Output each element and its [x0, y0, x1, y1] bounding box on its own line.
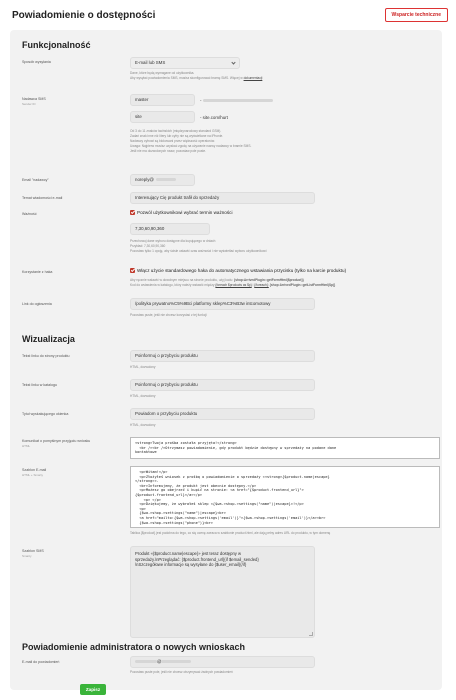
sms-template-line-1: sprzedaży.\nPrzeglądać: {$product.frontend_url}{if $email_sended} — [135, 556, 259, 562]
popup-title-input[interactable]: Powiadom o przybyciu produktu — [130, 408, 315, 420]
catalog-link-label: Tekst linku w katalogu — [22, 383, 57, 387]
sms-template-label-text: Szablon SMS — [22, 549, 44, 553]
sms-sender-label — [22, 97, 46, 106]
validity-label: Ważność — [22, 212, 37, 216]
send-method-help2-text: Aby wysyłać powiadomienia SMS, musisz skonfigurować bramę SMS. Więcej w — [130, 76, 243, 80]
email-subject-label: Temat wiadomości e-mail — [22, 196, 63, 200]
validity-help-1: Przykład: 7,30,60,90,360 — [130, 244, 166, 248]
validity-help-0: Przechowuj dane wyboru dostępne dla kupującego w dniach — [130, 239, 216, 243]
sms-template-sublabel: Smarty — [22, 553, 32, 558]
email-template-sublabel: HTML + Smarty — [22, 472, 43, 477]
redacted-email — [135, 660, 157, 663]
catalog-link-input[interactable]: Poinformuj o przybyciu produktu — [130, 379, 315, 391]
sms-sender-help-0: Od 3 do 11 znaków łacińskich (międzynarodowy standard GSM). — [130, 129, 222, 133]
sms-sender-help-1: Zadań znak inne niż litery lub cyfry nie są wyświetlane na iPhonie. — [130, 134, 224, 138]
send-method-help1: Dane, które będą wymagane od użytkownika. — [130, 71, 195, 75]
hook-help2-mid: i — [252, 283, 254, 287]
policy-link-label: Link do ogłoszenia — [22, 302, 52, 306]
validity-checkbox-label: Pozwól użytkownikowi wybrać termin ważności — [137, 210, 233, 215]
documentation-link[interactable]: dokumentacji — [243, 76, 263, 80]
hook-checkbox-label: Włącz użycie standardowego haka do automatycznego wstawiania przycisku (tylko na karcie produktu) — [137, 268, 347, 273]
email-template-label — [22, 468, 46, 477]
visualization-heading: Wizualizacja — [22, 334, 75, 344]
admin-notify-heading: Powiadomienie administratora o nowych wnioskach — [22, 642, 246, 652]
hook-help2-code1: {foreach $products as $p} — [215, 283, 252, 287]
redacted-domain — [161, 660, 191, 663]
admin-email-value: @ — [157, 659, 162, 664]
success-message-editor[interactable]: <strong>Twoja prośba została przyjęta!</strong> <br /><br />Otrzymasz powiadomienie, gdy produkt będzie dostępny w sprzedaży na podane dane kontaktowe — [130, 437, 440, 459]
admin-email-input[interactable] — [130, 656, 315, 668]
sms-sender-label-text: Nadawca SMS — [22, 97, 46, 101]
sms-sender-help-2: Nadawcy cyfrowi są blokowani przez większość operatorów. — [130, 139, 215, 143]
hook-help2-text: Kod do wstawienia w katalogu, który należy wstawić między — [130, 283, 215, 287]
popup-title-help: HTML, dozwolony — [130, 423, 156, 427]
hook-help2-code2: {/foreach}: — [254, 283, 269, 287]
send-method-select[interactable] — [130, 57, 240, 69]
success-message-label — [22, 439, 90, 448]
functionality-heading: Funkcjonalność — [22, 40, 91, 50]
hook-help1 — [130, 278, 304, 283]
send-method-help2 — [130, 76, 262, 81]
sms-sender-input-2[interactable]: site — [130, 111, 195, 123]
sms-template-label — [22, 549, 44, 558]
hook-checkbox[interactable] — [130, 268, 346, 273]
sms-sender-input-1[interactable]: master — [130, 94, 195, 106]
popup-title-label: Tytuł wyskakującego okienka — [22, 412, 69, 416]
sender-email-value: noreply@ — [135, 177, 154, 182]
product-link-label: Tekst linku do strony produktu — [22, 354, 70, 358]
checkbox-checked-icon — [130, 268, 135, 273]
hook-help2 — [130, 283, 335, 288]
success-message-sublabel: HTML — [22, 443, 31, 448]
sms-template-line-0: Produkt «{$product.name|escape}» jest teraz dostępny w — [135, 551, 242, 556]
validity-checkbox[interactable] — [130, 210, 232, 215]
sms-sender-suffix-1: - — [200, 98, 273, 103]
redacted-email — [156, 178, 176, 181]
admin-email-label: E-mail do powiadomień — [22, 660, 60, 664]
hook-help1-code: {shop:ArrivedPlugin::getFormHtml($product)} — [234, 278, 304, 282]
email-template-label-text: Szablon E-mail — [22, 468, 47, 472]
email-template-help: Tablica {$product} jest podobna do tego, co się ocenę zwraca w szablonie product.html, ale dają pełny adres URL do produktu, w tym domenę — [130, 531, 331, 535]
resize-handle-icon[interactable] — [309, 632, 313, 636]
hook-help1-text: Aby ręcznie wstawić w dowolnym miejscu na stronie produktu, użyj kodu: — [130, 278, 234, 282]
hook-help2-code3: {shop:ArrivedPlugin::getListFormHtml($p)} — [269, 283, 336, 287]
policy-link-help: Pozostaw puste, jeśli nie chcesz korzystać z tej funkcji — [130, 313, 207, 317]
validity-input[interactable]: 7,30,60,90,360 — [130, 223, 210, 235]
product-link-input[interactable]: Poinformuj o przybyciu produktu — [130, 350, 315, 362]
catalog-link-help: HTML, dozwolony — [130, 394, 156, 398]
sms-template-textarea[interactable] — [130, 546, 315, 638]
checkbox-checked-icon — [130, 210, 135, 215]
sms-sender-help-4: Jeśli nie ma dozwolonych nazw, pozostaw pole puste. — [130, 149, 207, 153]
policy-link-input[interactable]: /polityka prywatno%C5%9Bci platformy sklep%C3%B3w intcomotowy — [130, 298, 315, 310]
chevron-down-icon — [231, 60, 235, 64]
sms-sender-help-3: Uwaga: Najpierw musisz uzyskać zgodę na używanie nazwy nadawcy w bramie SMS. — [130, 144, 252, 148]
page-title: Powiadomienie o dostępności — [12, 10, 156, 21]
send-method-label: Sposób wysyłania — [22, 60, 51, 64]
redacted-domain — [203, 99, 273, 102]
admin-email-help: Pozostaw puste pole, jeśli nie chcesz otrzymywać żadnych powiadomień — [130, 670, 233, 674]
sms-sender-suffix-2: - site.com/hurt — [200, 115, 228, 120]
hook-label: Korzystanie z haka — [22, 270, 53, 274]
support-button[interactable]: Wsparcie techniczne — [385, 8, 448, 22]
save-button[interactable]: Zapisz — [80, 684, 106, 695]
product-link-help: HTML, dozwolony — [130, 365, 156, 369]
sms-template-line-2: \nSzczegółowe informacje są wysyłane do {$user_email}{/if} — [135, 562, 247, 568]
sms-sender-sublabel: Sender ID — [22, 101, 36, 106]
email-subject-input[interactable]: Interesujący Cię produkt trafił do sprzedaży — [130, 192, 315, 204]
sender-email-label: Email "nadawcy" — [22, 178, 49, 182]
sender-email-input[interactable] — [130, 174, 195, 186]
validity-help-2: Pozostaw tylko 1 opcję, aby ścisle ustawić czas ważności i nie wyświetlać wyboru użytkownikowi — [130, 249, 267, 253]
email-template-editor[interactable]: <p>Witam!</p> <p>Złożyłeś wniosek z prośbą o powiadomienie o sprzedaży «<strong>{$product.name|escape} </strong>». <br>Informujemy, że produkt jest obecnie dostępny.</p> <p>Możesz go obejrzeć i kupić na stronie: <a href="{$product.frontend_url}"> {$product.frontend_url}</a></p> <p> </p> <p>Dziękujemy, że wybrałeś sklep «{$wa->shop->settings("name")|escape}»!</p> <p> {$wa->shop->settings("name")|escape}<br> <a href="mailto:{$wa->shop->settings('email')}">{$wa->shop->settings('email')}</a><br> {$wa->shop->settings("phone")}<br> — [130, 466, 440, 528]
success-message-label-text: Komunikat o pomyślnym przyjęciu wniosku — [22, 439, 91, 443]
send-method-value: E-mail lub SMS — [135, 60, 166, 65]
